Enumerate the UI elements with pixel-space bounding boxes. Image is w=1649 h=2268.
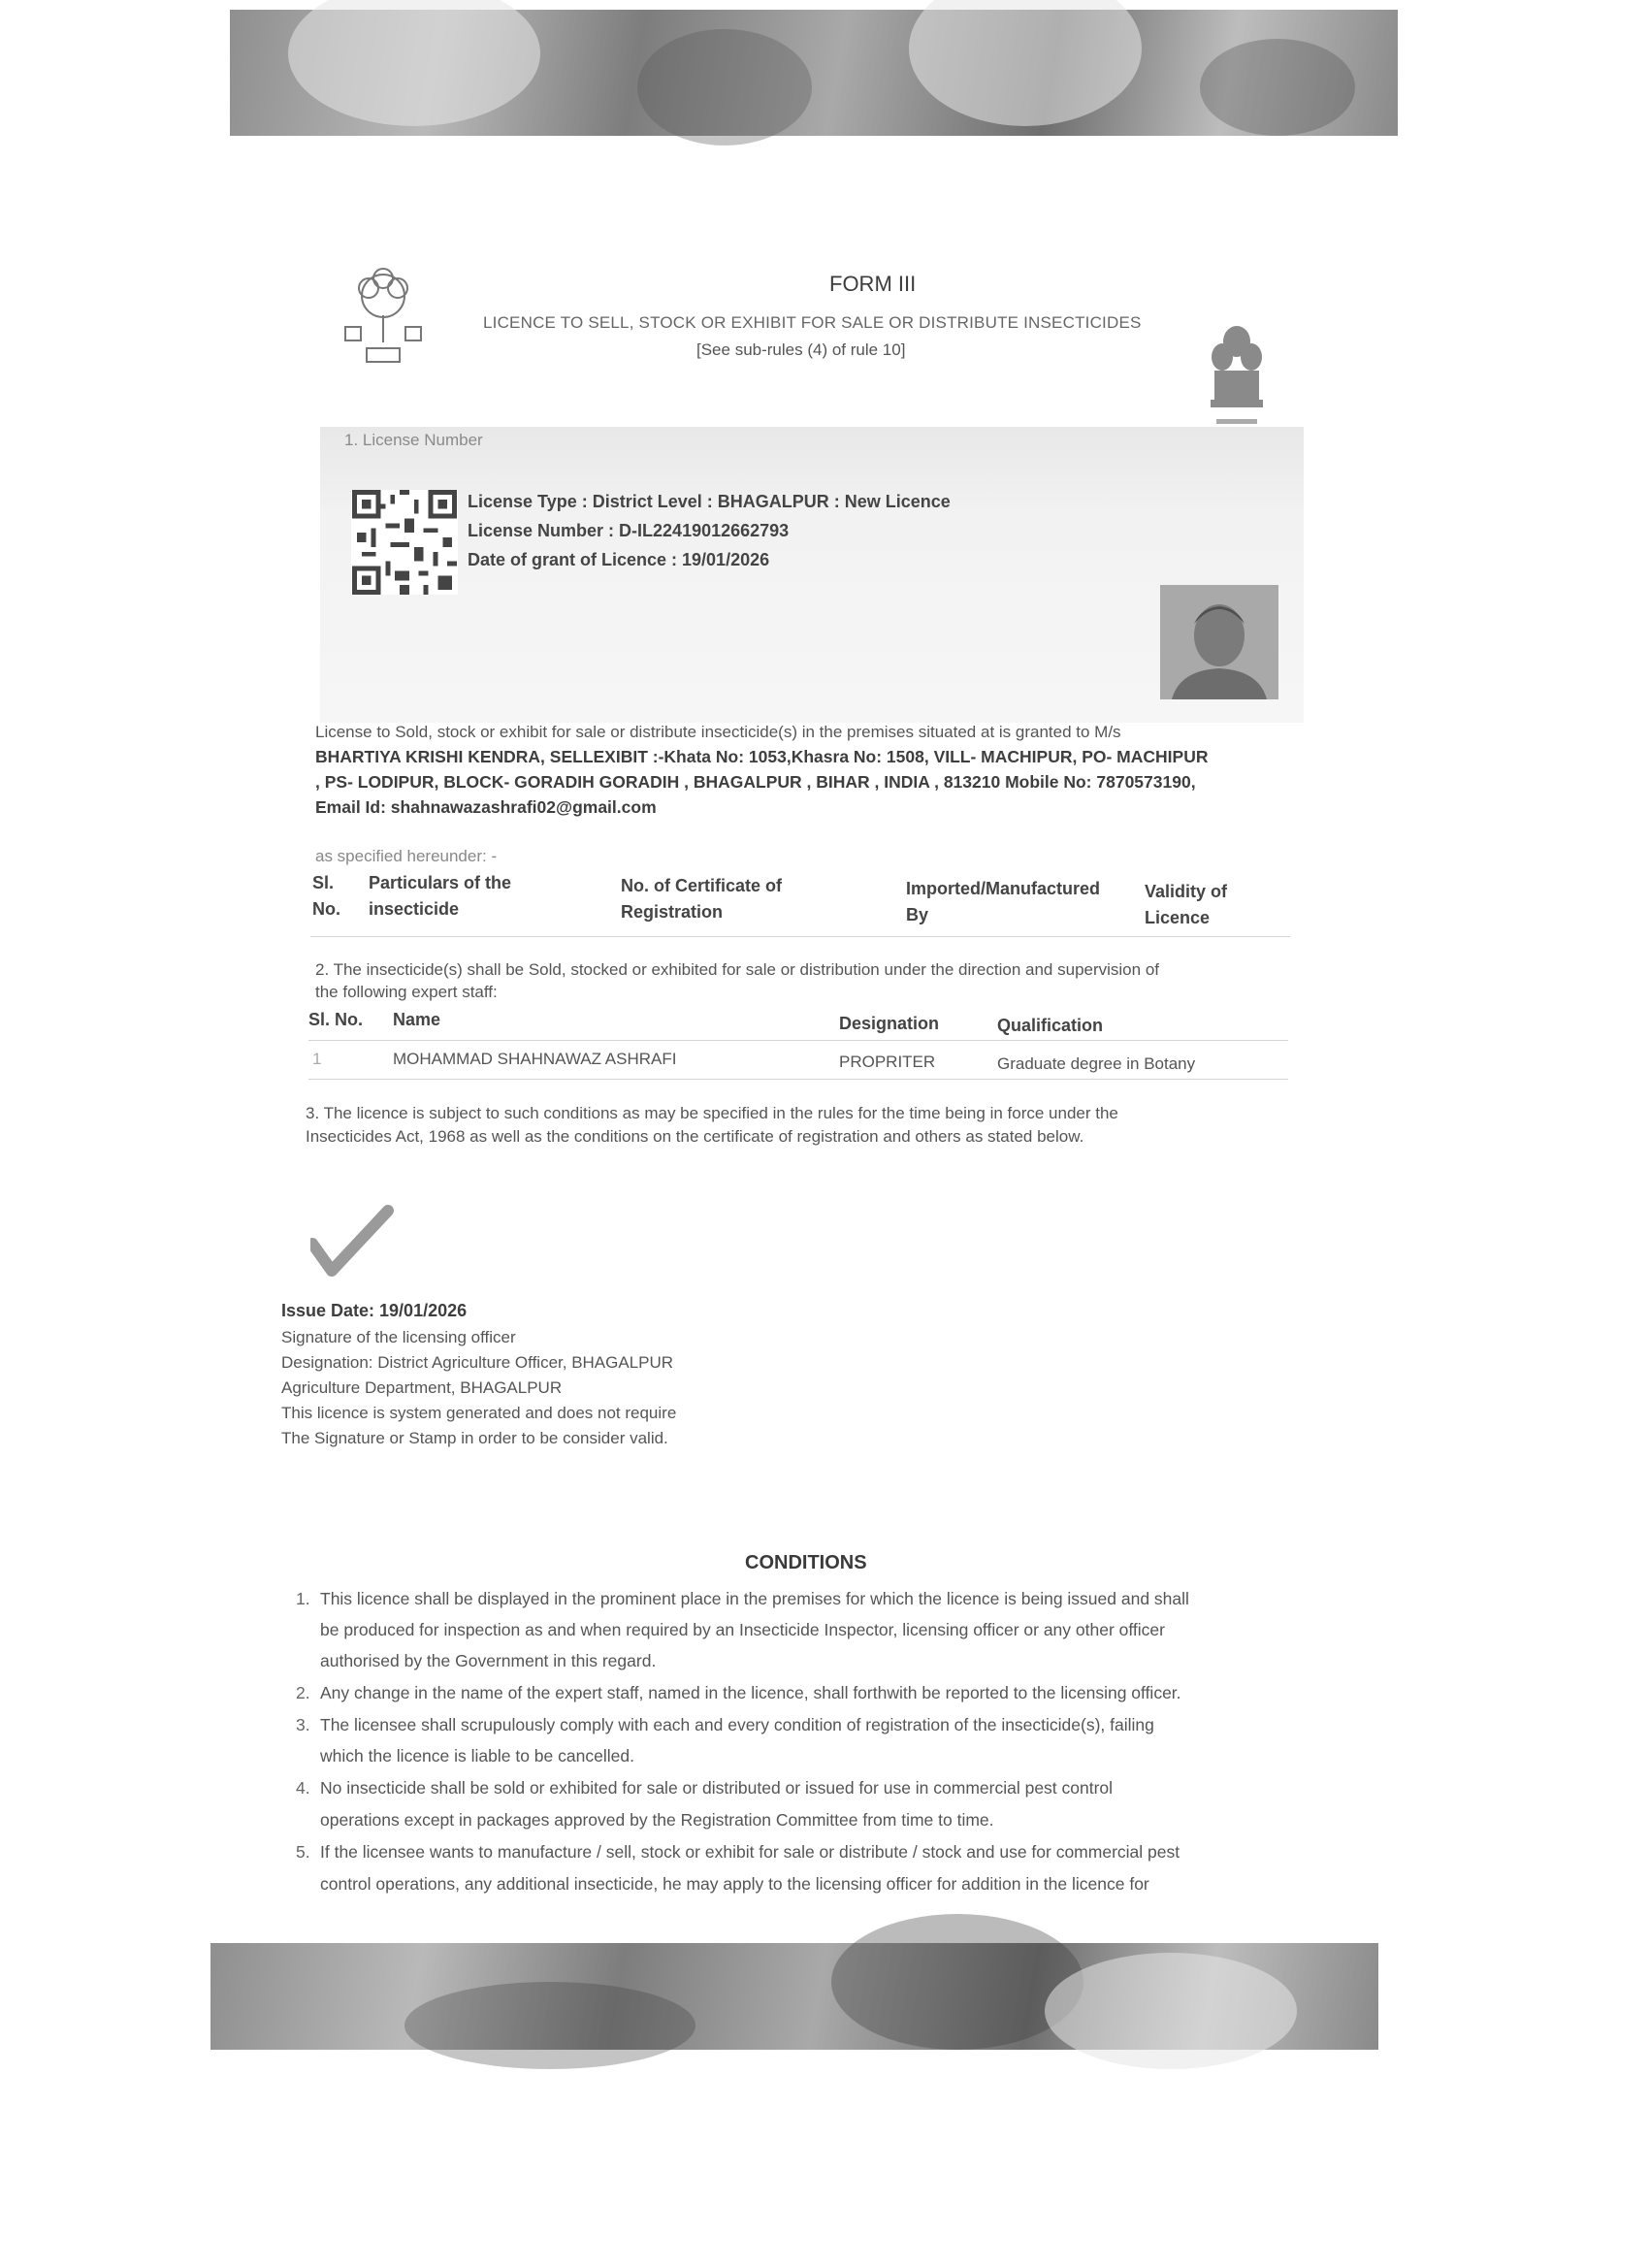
specified-hereunder: as specified hereunder: - (315, 847, 498, 865)
insecticide-header-particulars: Particulars of the insecticide (369, 873, 512, 919)
expert-intro-line-1: 2. The insecticide(s) shall be Sold, stocked or exhibited for sale or distribution under the direction and supervision of (315, 960, 1159, 979)
condition-3-line-2: which the licence is liable to be cancelled. (320, 1746, 634, 1766)
clause-3-line-1: 3. The licence is subject to such conditions as may be specified in the rules for the time being in force under the (306, 1104, 1118, 1122)
condition-5-line-2: control operations, any additional insecticide, he may apply to the licensing officer for addition in the licence for (320, 1874, 1149, 1894)
system-generated-note-2: The Signature or Stamp in order to be consider valid. (281, 1429, 668, 1447)
condition-1-line-2: be produced for inspection as and when required by an Insecticide Inspector, licensing officer or any other officer (320, 1620, 1165, 1639)
conditions-title: CONDITIONS (745, 1552, 867, 1573)
form-title: FORM III (829, 272, 917, 296)
condition-2-number: 2. (296, 1683, 310, 1702)
expert-row-designation: PROPRITER (839, 1053, 936, 1071)
insecticide-header-slno: Sl. No. (312, 873, 340, 919)
condition-2-line-1: Any change in the name of the expert staff, named in the licence, shall forthwith be reported to the licensing officer. (320, 1683, 1181, 1702)
issue-date: Issue Date: 19/01/2026 (281, 1301, 468, 1320)
national-emblem-icon (1203, 320, 1271, 437)
expert-row-slno: 1 (312, 1050, 322, 1068)
clause-3-line-2: Insecticides Act, 1968 as well as the conditions on the certificate of registration and others as stated below. (306, 1127, 1084, 1146)
insecticide-header-imported: Imported/Manufactured By (906, 879, 1101, 924)
condition-3-number: 3. (296, 1715, 310, 1734)
expert-row-qualification: Graduate degree in Botany (997, 1054, 1196, 1073)
insecticide-header-validity: Validity of Licence (1145, 882, 1228, 927)
grant-address-line-2: , PS- LODIPUR, BLOCK- GORADIH GORADIH , BHAGALPUR , BIHAR , INDIA , 813210 Mobile No: 7870573190, (315, 772, 1196, 792)
condition-3-line-1: The licensee shall scrupulously comply with each and every condition of registration of the insecticide(s), failing (320, 1715, 1154, 1734)
form-subtitle: LICENCE TO SELL, STOCK OR EXHIBIT FOR SALE OR DISTRIBUTE INSECTICIDES (483, 313, 1142, 332)
bottom-decorative-banner (210, 1943, 1378, 2050)
grant-email: Email Id: shahnawazashrafi02@gmail.com (315, 797, 657, 817)
holder-photo (1160, 585, 1278, 699)
condition-5-number: 5. (296, 1842, 310, 1862)
license-type: License Type : District Level : BHAGALPUR : New Licence (468, 492, 951, 511)
expert-header-name: Name (393, 1010, 441, 1029)
department: Agriculture Department, BHAGALPUR (281, 1378, 563, 1397)
grant-address-line-1: BHARTIYA KRISHI KENDRA, SELLEXIBIT :-Khata No: 1053,Khasra No: 1508, VILL- MACHIPUR, PO- MACHIPUR (315, 747, 1209, 766)
expert-header-designation: Designation (839, 1014, 940, 1033)
license-grant-date: Date of grant of Licence : 19/01/2026 (468, 550, 770, 569)
divider (310, 936, 1290, 937)
condition-1-number: 1. (296, 1589, 310, 1608)
bihar-state-emblem-icon (338, 267, 429, 372)
tick-mark-icon (310, 1203, 398, 1280)
signature-label: Signature of the licensing officer (281, 1328, 516, 1346)
expert-header-slno: Sl. No. (308, 1010, 364, 1029)
expert-intro-line-2: the following expert staff: (315, 983, 498, 1001)
system-generated-note: This licence is system generated and does not require (281, 1404, 677, 1422)
condition-1-line-3: authorised by the Government in this regard. (320, 1651, 657, 1670)
officer-designation: Designation: District Agriculture Officer, BHAGALPUR (281, 1353, 674, 1372)
expert-row-name: MOHAMMAD SHAHNAWAZ ASHRAFI (393, 1050, 677, 1068)
condition-5-line-1: If the licensee wants to manufacture / sell, stock or exhibit for sale or distribute / stock and use for commercial pest (320, 1842, 1180, 1862)
qr-code-icon (351, 490, 458, 595)
divider (308, 1040, 1288, 1041)
condition-4-number: 4. (296, 1778, 310, 1798)
license-number: License Number : D-IL22419012662793 (468, 521, 790, 540)
form-rule-reference: [See sub-rules (4) of rule 10] (696, 340, 906, 359)
condition-4-line-1: No insecticide shall be sold or exhibited for sale or distributed or issued for use in commercial pest control (320, 1778, 1114, 1798)
expert-header-qualification: Qualification (997, 1016, 1104, 1035)
license-number-label: 1. License Number (344, 431, 483, 449)
insecticide-header-certificate: No. of Certificate of Registration (621, 876, 783, 922)
top-decorative-banner (230, 10, 1398, 136)
condition-4-line-2: operations except in packages approved by the Registration Committee from time to time. (320, 1810, 994, 1830)
grant-intro: License to Sold, stock or exhibit for sale or distribute insecticide(s) in the premises situated at is granted to M/s (315, 723, 1121, 741)
divider (308, 1079, 1288, 1080)
condition-1-line-1: This licence shall be displayed in the prominent place in the premises for which the licence is being issued and shall (320, 1589, 1189, 1608)
licence-info-panel (320, 427, 1304, 723)
